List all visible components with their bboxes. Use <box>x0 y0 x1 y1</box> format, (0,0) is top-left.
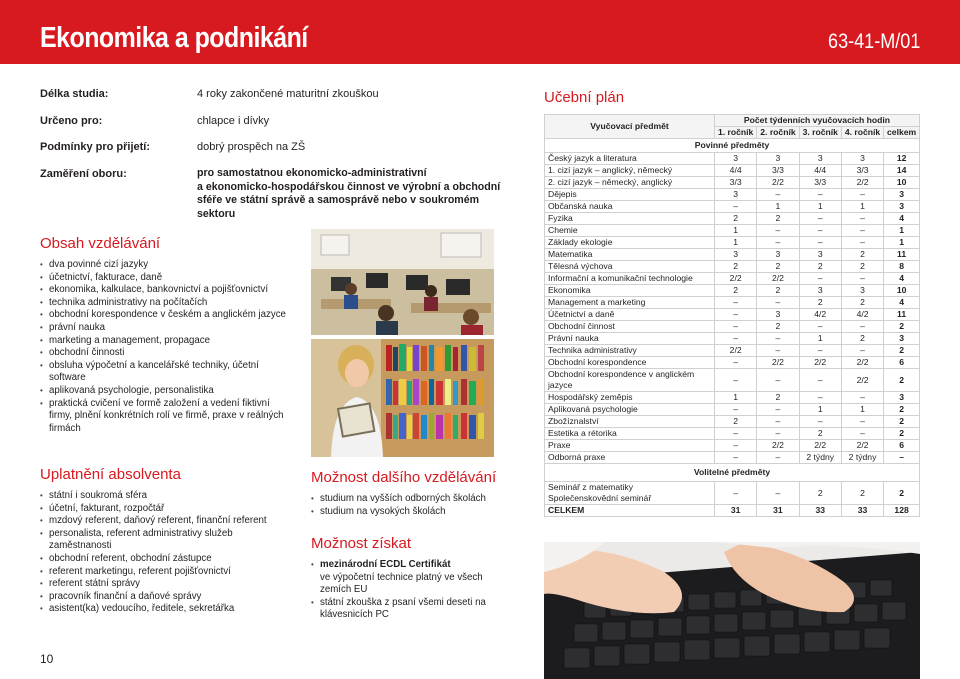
table-row <box>545 428 920 440</box>
table-cell: 3 <box>757 309 799 321</box>
table-cell: 128 <box>884 505 920 517</box>
table-cell: 2 <box>715 416 757 428</box>
list-item: • obsluha výpočetní a kancelářské techniky, účetní software <box>40 360 290 385</box>
subject-name: 1. cizí jazyk – anglický, německý <box>545 165 715 177</box>
table-cell: – <box>799 416 841 428</box>
table-row <box>545 452 920 464</box>
table-cell: 2 <box>757 261 799 273</box>
list-item: • personalista, referent administrativy služeb zaměstnanosti <box>40 528 280 553</box>
subject-name: Obchodní korespondence v anglickém jazyce <box>545 369 715 392</box>
mandatory-header-row <box>545 139 920 153</box>
list-item: • studium na vyšších odborných školách <box>311 493 511 506</box>
table-cell: – <box>715 440 757 452</box>
table-cell: 3 <box>841 285 883 297</box>
section-title-graduate: Uplatnění absolventa <box>40 466 181 483</box>
table-cell: – <box>715 404 757 416</box>
table-cell: 2/2 <box>841 357 883 369</box>
section-title-obtain: Možnost získat <box>311 535 412 552</box>
list-item: • dva povinné cizí jazyky <box>40 259 290 272</box>
table-cell: 2 týdny <box>841 452 883 464</box>
table-cell: 33 <box>841 505 883 517</box>
table-cell: 2 <box>715 285 757 297</box>
table-cell: 4 <box>884 273 920 285</box>
list-item: • referent státní správy <box>40 578 280 591</box>
table-cell: – <box>715 201 757 213</box>
table-cell: 4 <box>884 297 920 309</box>
list-item: • mzdový referent, daňový referent, finanční referent <box>40 515 280 528</box>
table-cell: – <box>799 369 841 392</box>
table-row <box>545 482 920 505</box>
curriculum-table <box>544 114 920 517</box>
table-cell: 3 <box>799 249 841 261</box>
table-cell: – <box>757 225 799 237</box>
optional-label: Volitelné předměty <box>545 464 920 482</box>
table-cell: – <box>715 452 757 464</box>
subject-name: Základy ekologie <box>545 237 715 249</box>
table-header-row <box>545 115 920 127</box>
subject-name: Informační a komunikační technologie <box>545 273 715 285</box>
subject-name: Chemie <box>545 225 715 237</box>
table-cell: 1 <box>715 225 757 237</box>
total-label: CELKEM <box>545 505 715 517</box>
subject-name: Dějepis <box>545 189 715 201</box>
list-item: • technika administrativy na počítačích <box>40 297 290 310</box>
table-cell: – <box>799 237 841 249</box>
subject-name: Matematika <box>545 249 715 261</box>
table-cell: 2 <box>799 261 841 273</box>
info-label: Zaměření oboru: <box>40 168 127 180</box>
list-item: • marketing a management, propagace <box>40 335 290 348</box>
mandatory-label: Povinné předměty <box>545 139 920 153</box>
subject-name: Obchodní činnost <box>545 321 715 333</box>
library-photo <box>311 339 494 457</box>
classroom-illustration <box>311 229 494 335</box>
list-item: • právní nauka <box>40 322 290 335</box>
table-row <box>545 177 920 189</box>
subject-name: Právní nauka <box>545 333 715 345</box>
list-item: • státní i soukromá sféra <box>40 490 280 503</box>
table-row <box>545 309 920 321</box>
subject-name: Aplikovaná psychologie <box>545 404 715 416</box>
table-row <box>545 297 920 309</box>
table-cell: 31 <box>715 505 757 517</box>
subject-name: Estetika a rétorika <box>545 428 715 440</box>
table-cell: 3 <box>884 201 920 213</box>
table-cell: 2 <box>884 482 920 505</box>
table-cell: 10 <box>884 285 920 297</box>
subject-name: Odborná praxe <box>545 452 715 464</box>
table-cell: 1 <box>715 237 757 249</box>
table-cell: – <box>757 189 799 201</box>
table-row <box>545 225 920 237</box>
list-item: • obchodní korespondence v českém a anglickém jazyce <box>40 309 290 322</box>
table-row <box>545 273 920 285</box>
table-row <box>545 249 920 261</box>
table-cell: 2 <box>841 249 883 261</box>
col-subject-header: Vyučovací předmět <box>545 115 715 139</box>
table-cell: – <box>757 297 799 309</box>
col-hours-header: Počet týdenních vyučovacích hodin <box>715 115 920 127</box>
further-education-list <box>311 493 511 518</box>
table-cell: 33 <box>799 505 841 517</box>
table-row <box>545 416 920 428</box>
table-cell: – <box>841 237 883 249</box>
table-row <box>545 369 920 392</box>
table-cell: – <box>757 237 799 249</box>
table-cell: 1 <box>757 201 799 213</box>
table-cell: – <box>757 333 799 345</box>
ecdl-certificate-label: mezinárodní ECDL Certifikát <box>320 559 451 570</box>
table-cell: – <box>799 392 841 404</box>
table-cell: 2 <box>841 482 883 505</box>
table-cell: 4/2 <box>799 309 841 321</box>
optional-header-row <box>545 464 920 482</box>
table-cell: 2/2 <box>841 440 883 452</box>
subject-name: Občanská nauka <box>545 201 715 213</box>
table-row <box>545 237 920 249</box>
table-cell: 2/2 <box>841 369 883 392</box>
table-cell: 6 <box>884 440 920 452</box>
table-cell: 3 <box>841 153 883 165</box>
table-cell: 2 <box>841 333 883 345</box>
keyboard-photo <box>544 542 920 679</box>
table-cell: – <box>799 225 841 237</box>
table-row <box>545 321 920 333</box>
list-item: • studium na vysokých školách <box>311 506 511 519</box>
subject-name: Praxe <box>545 440 715 452</box>
table-cell: 11 <box>884 309 920 321</box>
table-row <box>545 189 920 201</box>
table-cell: – <box>841 428 883 440</box>
table-cell: – <box>799 213 841 225</box>
year-header: 2. ročník <box>757 127 799 139</box>
list-item: • státní zkouška z psaní všemi deseti na klávesnicích PC <box>311 597 501 622</box>
table-cell: 2 <box>715 213 757 225</box>
table-cell: 2 <box>884 345 920 357</box>
table-cell: – <box>715 482 757 505</box>
table-cell: 14 <box>884 165 920 177</box>
table-cell: – <box>884 452 920 464</box>
table-cell: 3 <box>884 189 920 201</box>
mandatory-body <box>545 153 920 464</box>
keyboard-illustration <box>544 542 920 679</box>
table-cell: 3 <box>757 249 799 261</box>
list-item: • účetnictví, fakturace, daně <box>40 272 290 285</box>
table-cell: 2 <box>884 321 920 333</box>
table-cell: 1 <box>884 225 920 237</box>
page-number: 10 <box>40 652 54 666</box>
info-value: 4 roky zakončené maturitní zkouškou <box>197 88 379 100</box>
table-cell: – <box>757 416 799 428</box>
info-label: Určeno pro: <box>40 115 103 127</box>
table-row <box>545 404 920 416</box>
info-value: dobrý prospěch na ZŠ <box>197 141 306 153</box>
table-cell: 2 <box>841 261 883 273</box>
optional-subjects: Seminář z matematiky Společenskovědní seminář <box>545 482 715 505</box>
subject-name: 2. cizí jazyk – německý, anglický <box>545 177 715 189</box>
table-cell: 2 <box>799 297 841 309</box>
table-cell: 3 <box>799 285 841 297</box>
table-cell: – <box>799 345 841 357</box>
table-cell: 2 <box>715 261 757 273</box>
graduate-list <box>40 490 280 616</box>
table-cell: – <box>715 309 757 321</box>
subject-name: Zbožíznalství <box>545 416 715 428</box>
list-item: • mezinárodní ECDL Certifikát ve výpočetní technice platný ve všech zemích EU <box>311 559 501 597</box>
list-item: • pracovník finanční a daňové správy <box>40 591 280 604</box>
obtain-list <box>311 559 501 622</box>
list-item: • ekonomika, kalkulace, bankovnictví a pojišťovnictví <box>40 284 290 297</box>
table-cell: 2 <box>757 285 799 297</box>
table-cell: 2/2 <box>799 357 841 369</box>
table-cell: 4/2 <box>841 309 883 321</box>
info-value-focus: pro samostatnou ekonomicko-administrativní a ekonomicko-hospodářskou činnost ve výrobní a obchodní sféře ve státní správě a samosprávě nebo v soukromém sektoru <box>197 167 501 220</box>
table-cell: 1 <box>799 333 841 345</box>
info-value: chlapce i dívky <box>197 115 270 127</box>
table-cell: 2 <box>884 428 920 440</box>
table-cell: – <box>841 213 883 225</box>
table-cell: 2 <box>884 369 920 392</box>
table-cell: 2/2 <box>715 345 757 357</box>
total-row <box>545 505 920 517</box>
table-cell: 2 <box>757 321 799 333</box>
table-cell: 2 <box>799 482 841 505</box>
table-cell: – <box>841 225 883 237</box>
table-cell: 4 <box>884 213 920 225</box>
table-row <box>545 261 920 273</box>
table-cell: 4/4 <box>799 165 841 177</box>
table-cell: – <box>841 345 883 357</box>
table-row <box>545 345 920 357</box>
table-row <box>545 213 920 225</box>
table-cell: 12 <box>884 153 920 165</box>
table-row <box>545 285 920 297</box>
table-cell: 2 <box>799 428 841 440</box>
table-row <box>545 153 920 165</box>
table-cell: 3 <box>715 249 757 261</box>
table-cell: 1 <box>841 404 883 416</box>
table-cell: 1 <box>799 201 841 213</box>
table-row <box>545 165 920 177</box>
program-code: 63-41-M/01 <box>827 30 920 53</box>
table-cell: 11 <box>884 249 920 261</box>
subject-name: Technika administrativy <box>545 345 715 357</box>
table-cell: 3/3 <box>841 165 883 177</box>
table-cell: 2 <box>841 297 883 309</box>
table-cell: 2/2 <box>757 177 799 189</box>
list-item: • účetní, fakturant, rozpočtář <box>40 503 280 516</box>
table-cell: – <box>715 369 757 392</box>
table-row <box>545 333 920 345</box>
table-row <box>545 392 920 404</box>
section-title-content: Obsah vzdělávání <box>40 235 161 252</box>
table-cell: 3/3 <box>715 177 757 189</box>
list-item: • asistent(ka) vedoucího, ředitele, sekretářka <box>40 603 280 616</box>
table-cell: 6 <box>884 357 920 369</box>
table-cell: 1 <box>841 201 883 213</box>
subject-name: Účetnictví a daně <box>545 309 715 321</box>
table-cell: – <box>757 452 799 464</box>
subject-name: Tělesná výchova <box>545 261 715 273</box>
subject-name: Obchodní korespondence <box>545 357 715 369</box>
table-cell: – <box>757 345 799 357</box>
table-cell: – <box>757 428 799 440</box>
section-title-curriculum: Učební plán <box>544 89 625 106</box>
table-cell: 3 <box>757 153 799 165</box>
year-header: 3. ročník <box>799 127 841 139</box>
table-cell: – <box>799 273 841 285</box>
table-cell: – <box>841 392 883 404</box>
list-item: • praktická cvičení ve formě založení a vedení fiktivní firmy, plnění konkrétních rolí ve firmě, praxe v reálných firmách <box>40 398 290 436</box>
table-cell: – <box>715 357 757 369</box>
table-cell: 3/3 <box>799 177 841 189</box>
content-list <box>40 259 290 435</box>
table-cell: 3 <box>715 153 757 165</box>
year-header: celkem <box>884 127 920 139</box>
table-row <box>545 440 920 452</box>
table-cell: 8 <box>884 261 920 273</box>
classroom-photo <box>311 229 494 335</box>
table-cell: 10 <box>884 177 920 189</box>
table-cell: 2/2 <box>799 440 841 452</box>
table-cell: 3/3 <box>757 165 799 177</box>
table-cell: 2 <box>757 392 799 404</box>
table-cell: 2 <box>884 416 920 428</box>
table-cell: 3 <box>799 153 841 165</box>
table-cell: – <box>715 297 757 309</box>
list-item: • obchodní referent, obchodní zástupce <box>40 553 280 566</box>
subject-name: Ekonomika <box>545 285 715 297</box>
info-label: Délka studia: <box>40 88 109 100</box>
table-cell: 4/4 <box>715 165 757 177</box>
table-cell: – <box>841 416 883 428</box>
table-cell: – <box>757 404 799 416</box>
list-item: • obchodní činnosti <box>40 347 290 360</box>
table-cell: – <box>715 321 757 333</box>
table-cell: 3 <box>884 392 920 404</box>
subject-name: Český jazyk a literatura <box>545 153 715 165</box>
year-header: 1. ročník <box>715 127 757 139</box>
table-cell: 1 <box>799 404 841 416</box>
table-cell: – <box>799 189 841 201</box>
table-row <box>545 201 920 213</box>
table-cell: – <box>715 428 757 440</box>
table-cell: 2 <box>757 213 799 225</box>
table-cell: – <box>757 369 799 392</box>
library-illustration <box>311 339 494 457</box>
page-header <box>0 0 960 64</box>
year-header: 4. ročník <box>841 127 883 139</box>
page-title: Ekonomika a podnikání <box>40 22 308 54</box>
table-cell: 2 <box>884 404 920 416</box>
list-item: • aplikovaná psychologie, personalistika <box>40 385 290 398</box>
table-cell: 31 <box>757 505 799 517</box>
subject-name: Fyzika <box>545 213 715 225</box>
table-cell: 2/2 <box>757 357 799 369</box>
section-title-further-education: Možnost dalšího vzdělávání <box>311 469 497 486</box>
subject-name: Management a marketing <box>545 297 715 309</box>
info-label: Podmínky pro přijetí: <box>40 141 151 153</box>
table-cell: – <box>757 482 799 505</box>
table-cell: 2/2 <box>757 273 799 285</box>
table-cell: 3 <box>884 333 920 345</box>
table-cell: 2/2 <box>841 177 883 189</box>
table-cell: – <box>841 189 883 201</box>
table-cell: – <box>799 321 841 333</box>
table-cell: 1 <box>884 237 920 249</box>
subject-name: Hospodářský zeměpis <box>545 392 715 404</box>
table-row <box>545 357 920 369</box>
table-cell: – <box>841 273 883 285</box>
table-cell: 2/2 <box>715 273 757 285</box>
table-cell: 2/2 <box>757 440 799 452</box>
table-cell: – <box>715 333 757 345</box>
table-cell: 3 <box>715 189 757 201</box>
table-cell: 1 <box>715 392 757 404</box>
list-item: • referent marketingu, referent pojišťovnictví <box>40 566 280 579</box>
table-cell: – <box>841 321 883 333</box>
table-cell: 2 týdny <box>799 452 841 464</box>
